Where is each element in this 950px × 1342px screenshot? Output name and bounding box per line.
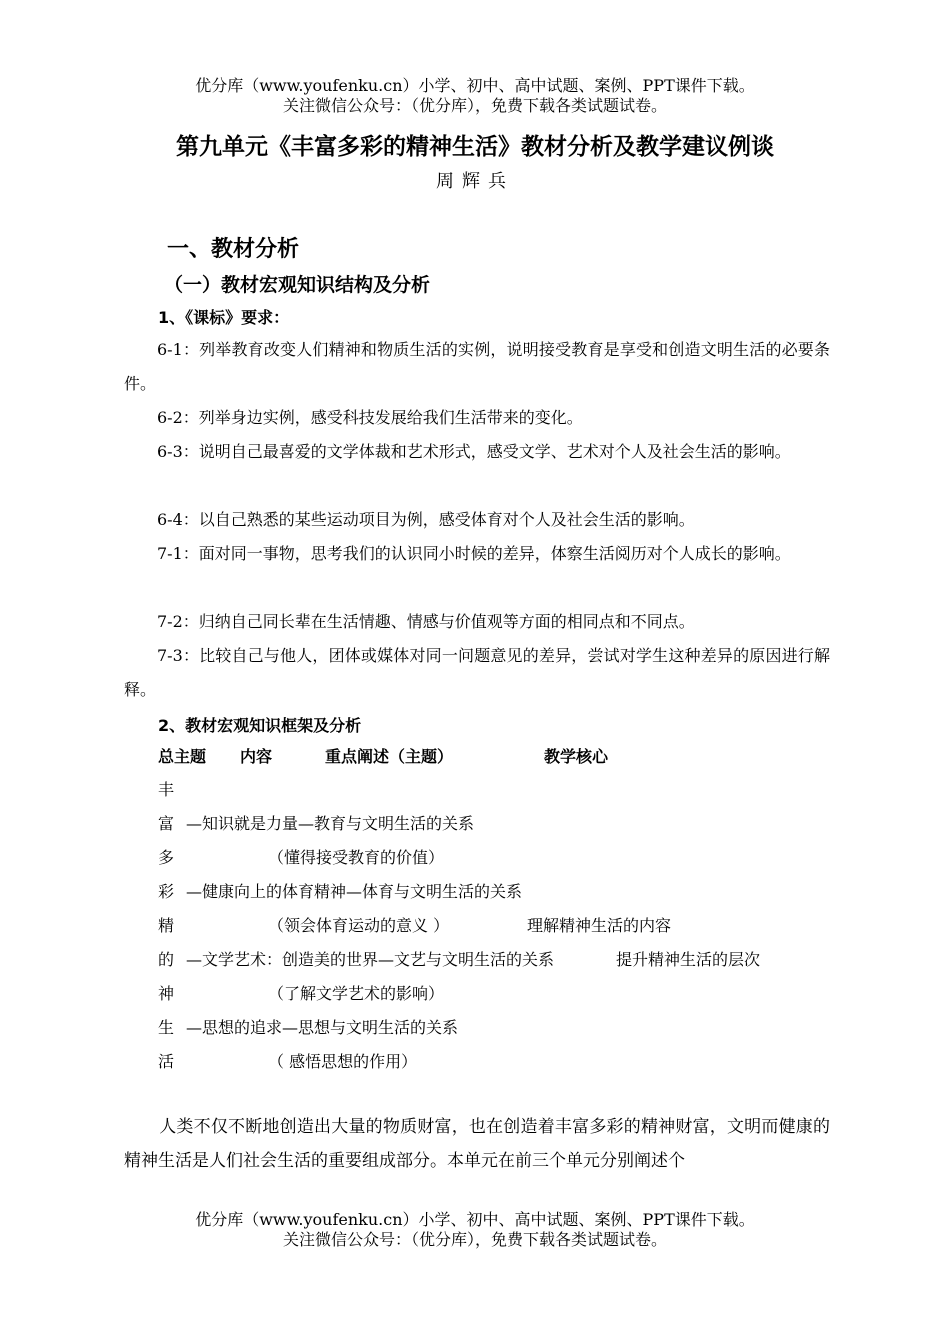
standard-6-1: 6-1：列举教育改变人们精神和物质生活的实例，说明接受教育是享受和创造文明生活的必要条件。 bbox=[124, 340, 830, 393]
item-heading-framework: 2、教材宏观知识框架及分析 bbox=[158, 716, 362, 735]
standard-7-2: 7-2：归纳自己同长辈在生活情趣、情感与价值观等方面的相同点和不同点。 bbox=[157, 612, 695, 631]
standard-7-1: 7-1：面对同一事物，思考我们的认识同小时候的差异，体察生活阅历对个人成长的影响。 bbox=[157, 544, 791, 563]
header-theme: 总主题 bbox=[158, 747, 207, 766]
header-line-1: 优分库（www.youfenku.cn）小学、初中、高中试题、案例、PPT课件下载。 bbox=[195, 76, 755, 95]
standard-7-3: 7-3：比较自己与他人，团体或媒体对同一问题意见的差异，尝试对学生这种差异的原因进行解释。 bbox=[124, 646, 830, 699]
header-key-points: 重点阐述（主题） bbox=[325, 747, 454, 766]
item-heading-standards: 1、《课标》要求： bbox=[158, 308, 290, 327]
header-core: 教学核心 bbox=[544, 747, 609, 766]
header-line-2: 关注微信公众号：（优分库），免费下载各类试题试卷。 bbox=[282, 96, 667, 115]
section-heading: 一、教材分析 bbox=[167, 237, 300, 262]
author: 周辉兵 bbox=[436, 171, 514, 192]
header-content: 内容 bbox=[240, 747, 273, 766]
footer-line-2: 关注微信公众号：（优分库），免费下载各类试题试卷。 bbox=[282, 1230, 667, 1249]
standard-6-3: 6-3：说明自己最喜爱的文学体裁和艺术形式，感受文学、艺术对个人及社会生活的影响。 bbox=[157, 442, 791, 461]
page-footer bbox=[0, 1210, 950, 1250]
subsection-heading: （一）教材宏观知识结构及分析 bbox=[164, 274, 431, 296]
document-title: 第九单元《丰富多彩的精神生活》教材分析及教学建议例谈 bbox=[176, 134, 774, 160]
closing-paragraph: 人类不仅不断地创造出大量的物质财富，也在创造着丰富多彩的精神财富，文明而健康的精神生活是人们社会生活的重要组成部分。本单元在前三个单元分别阐述个 bbox=[124, 1117, 830, 1170]
page-header bbox=[0, 76, 950, 116]
footer-line-1: 优分库（www.youfenku.cn）小学、初中、高中试题、案例、PPT课件下载。 bbox=[195, 1210, 755, 1229]
standard-6-4: 6-4：以自己熟悉的某些运动项目为例，感受体育对个人及社会生活的影响。 bbox=[157, 510, 695, 529]
standard-6-2: 6-2：列举身边实例，感受科技发展给我们生活带来的变化。 bbox=[157, 408, 583, 427]
